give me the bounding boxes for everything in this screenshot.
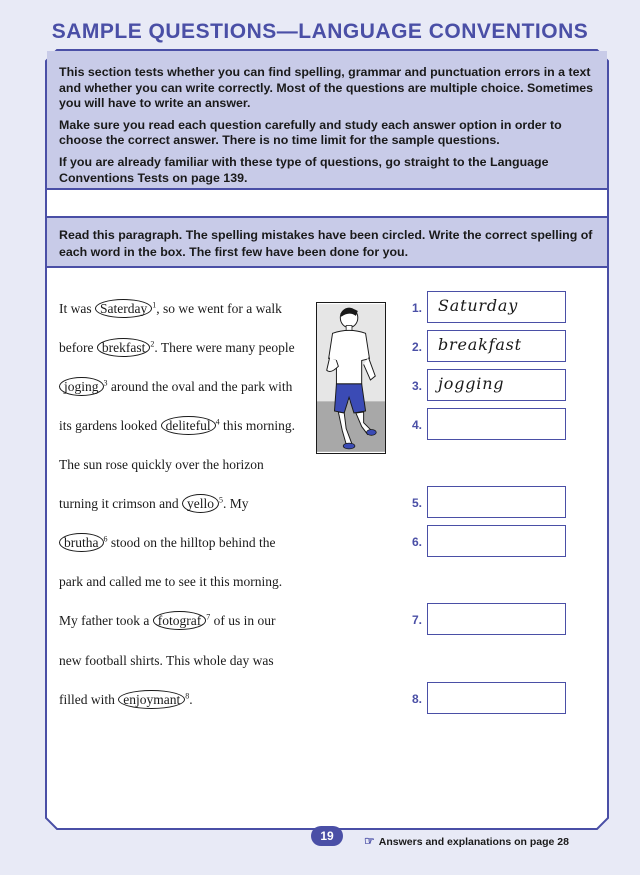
circled-word-8: enjoymant [118, 690, 185, 709]
text-segment: . [189, 692, 193, 707]
circled-word-3: joging [59, 377, 104, 396]
question-label-5: 5. [411, 496, 422, 510]
text-segment: its gardens looked [59, 418, 161, 433]
intro-paragraph-3: If you are already familiar with these type of questions, go straight to the Language Conventions Tests on page 139. [59, 154, 549, 185]
text-segment: turning it crimson and [59, 496, 182, 511]
text-segment: around the oval and the park with [107, 379, 293, 394]
intro-paragraph-1: This section tests whether you can find spelling, grammar and punctuation errors in a text and whether you can write correctly. Most of the questions are multiple choice. Sometimes you will have to write an answer. [59, 65, 594, 111]
text-segment: stood on the hilltop behind the [107, 535, 276, 550]
paragraph-line-1 [59, 299, 282, 318]
circled-word-6: brutha [59, 533, 104, 552]
answer-box-8[interactable] [427, 682, 566, 714]
pointing-hand-icon: ☞ [364, 834, 375, 848]
footer-text: Answers and explanations on page 28 [378, 836, 569, 848]
text-segment: of us in our [210, 613, 276, 628]
question-label-4: 4. [411, 418, 422, 432]
answer-box-5[interactable] [427, 486, 566, 518]
paragraph-line-4 [59, 416, 295, 435]
answer-box-2[interactable]: breakfast [427, 330, 566, 362]
footnote-1: 1 [152, 300, 157, 310]
paragraph-line-11 [59, 690, 193, 709]
circled-word-2: brekfast [97, 338, 150, 357]
instruction-panel: Read this paragraph. The spelling mistakes have been circled. Write the correct spelling of each word in the box. The first few have been done for you. [47, 216, 607, 268]
paragraph-line-8: park and called me to see it this morning. [59, 574, 283, 589]
text-segment: . There were many people [154, 340, 295, 355]
paragraph-line-9 [59, 611, 275, 630]
circled-word-7: fotograf [153, 611, 206, 630]
paragraph-line-10: new football shirts. This whole day was [59, 653, 274, 668]
footnote-4: 4 [215, 417, 220, 427]
answer-box-7[interactable] [427, 603, 566, 635]
text-segment: this morning. [219, 418, 295, 433]
text-segment: , so we went for a walk [156, 301, 282, 316]
text-segment: It was [59, 301, 95, 316]
paragraph-line-7 [59, 533, 276, 552]
paragraph-line-3 [59, 377, 292, 396]
paragraph-line-5: The sun rose quickly over the horizon [59, 457, 264, 472]
text-segment: My father took a [59, 613, 153, 628]
circled-word-5: yello [182, 494, 219, 513]
page-number-badge: 19 [311, 826, 343, 846]
answer-box-6[interactable] [427, 525, 566, 557]
page-title: SAMPLE QUESTIONS—LANGUAGE CONVENTIONS [51, 20, 589, 43]
question-label-7: 7. [411, 613, 422, 627]
text-segment: before [59, 340, 97, 355]
footnote-7: 7 [206, 612, 211, 622]
question-label-2: 2. [411, 340, 422, 354]
footnote-3: 3 [103, 378, 108, 388]
question-label-6: 6. [411, 535, 422, 549]
footnote-5: 5 [218, 495, 223, 505]
jogger-illustration [316, 302, 386, 454]
intro-panel [47, 51, 607, 190]
circled-word-1: Saterday [95, 299, 152, 318]
question-label-3: 3. [411, 379, 422, 393]
circled-word-4: deliteful [161, 416, 216, 435]
text-segment: filled with [59, 692, 119, 707]
intro-paragraph-2: Make sure you read each question carefully and study each answer option in order to choose the correct answer. There is no time limit for the sample questions. [59, 117, 562, 148]
text-segment: . My [222, 496, 249, 511]
answer-box-3[interactable]: jogging [427, 369, 566, 401]
footer-note [364, 834, 569, 848]
question-label-1: 1. [411, 301, 422, 315]
footnote-2: 2 [150, 339, 155, 349]
paragraph-line-2 [59, 338, 295, 357]
footnote-6: 6 [103, 534, 108, 544]
paragraph-line-6 [59, 494, 249, 513]
question-label-8: 8. [411, 692, 422, 706]
answer-box-1[interactable]: Saturday [427, 291, 566, 323]
footnote-8: 8 [185, 691, 190, 701]
answer-box-4[interactable] [427, 408, 566, 440]
